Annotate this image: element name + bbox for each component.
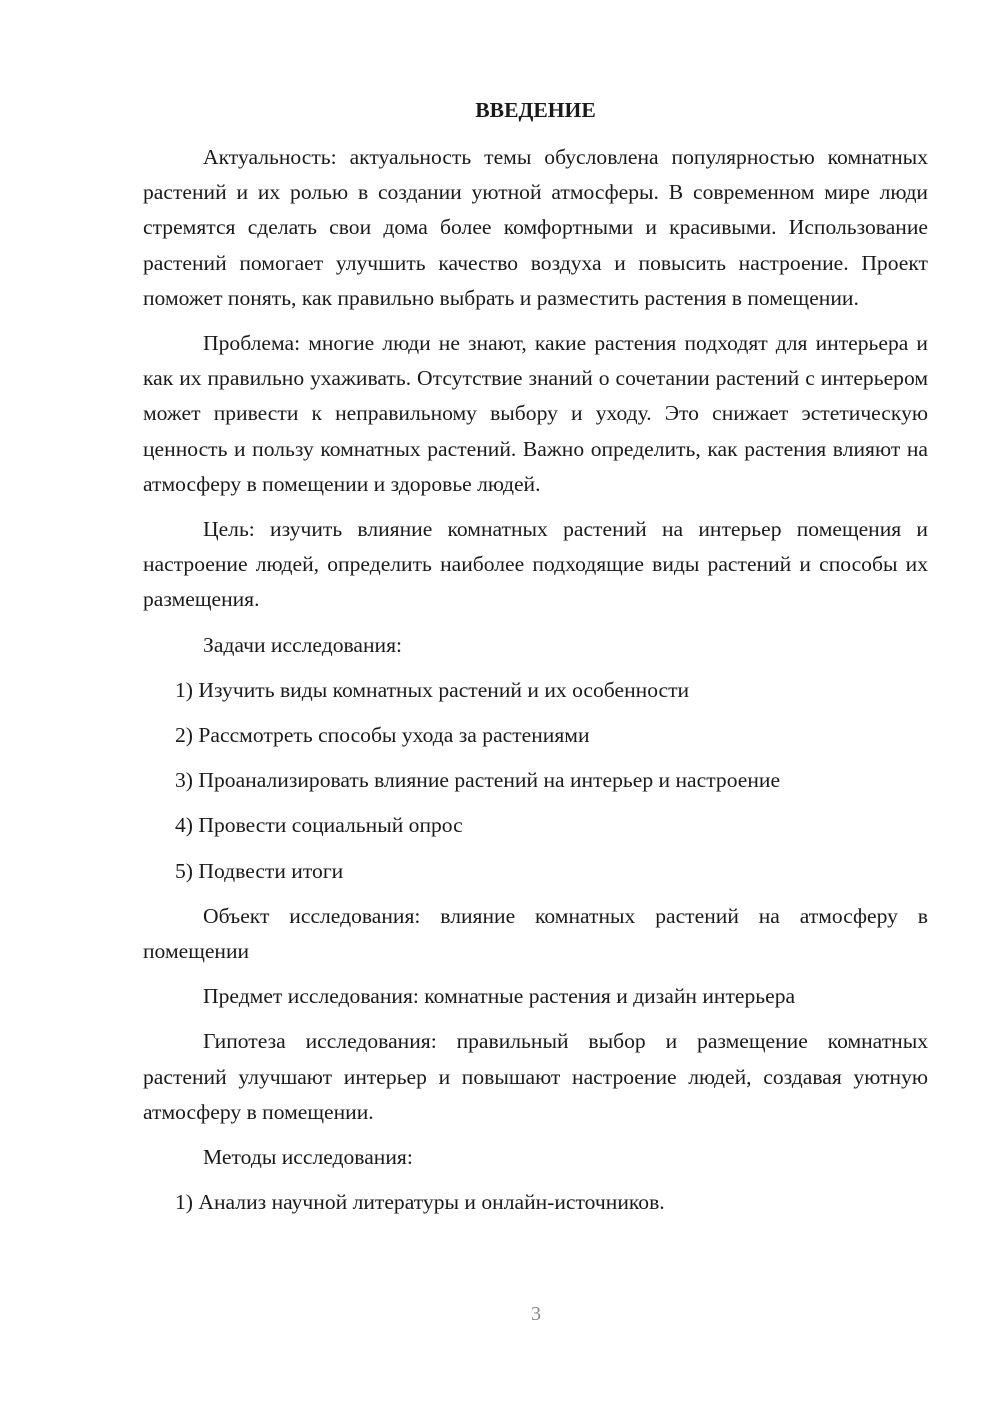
methods-title: Методы исследования: (203, 1145, 413, 1170)
tasks-title: Задачи исследования: (203, 632, 403, 657)
task-item: 1) Изучить виды комнатных растений и их особенности (175, 677, 690, 702)
subject-paragraph: Предмет исследования: комнатные растения и дизайн интерьера (203, 984, 796, 1009)
method-item: 1) Анализ научной литературы и онлайн-источников. (175, 1190, 665, 1215)
relevance-paragraph: Актуальность: актуальность темы обусловлена популярностью комнатных растений и их ролью в создании уютной атмосферы. В современном мире люди стремятся сделать свои дома более комфортными и красивыми. Использование растений помогает улучшить качество воздуха и повысить настроение. Проект поможет понять, как правильно выбрать и разместить растения в помещении. (143, 145, 928, 310)
hypothesis-paragraph: Гипотеза исследования: правильный выбор и размещение комнатных растений улучшают интерьер и повышают настроение людей, создавая уютную атмосферу в помещении. (143, 1029, 928, 1124)
task-item: 2) Рассмотреть способы ухода за растениями (175, 723, 590, 748)
section-heading: ВВЕДЕНИЕ (475, 98, 596, 122)
object-paragraph: Объект исследования: влияние комнатных растений на атмосферу в помещении (143, 903, 928, 964)
page-number: 3 (531, 1303, 541, 1325)
task-item: 4) Провести социальный опрос (175, 813, 463, 838)
goal-paragraph: Цель: изучить влияние комнатных растений на интерьер помещения и настроение людей, определить наиболее подходящие виды растений и способы их размещения. (143, 517, 928, 612)
task-item: 3) Проанализировать влияние растений на интерьер и настроение (175, 768, 781, 793)
problem-paragraph: Проблема: многие люди не знают, какие растения подходят для интерьера и как их правильно ухаживать. Отсутствие знаний о сочетании растений с интерьером может привести к неправильному выбору и уходу. Это снижает эстетическую ценность и пользу комнатных растений. Важно определить, как растения влияют на атмосферу в помещении и здоровье людей. (143, 331, 928, 496)
task-item: 5) Подвести итоги (175, 858, 344, 883)
document-page (143, 93, 928, 1230)
